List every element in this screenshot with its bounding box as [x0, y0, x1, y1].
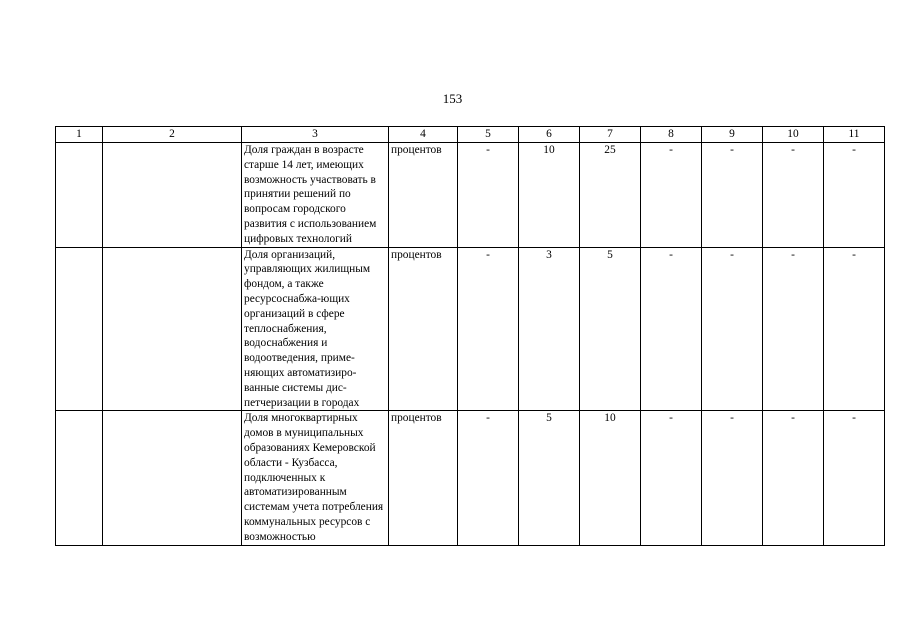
indicator-value: -	[702, 143, 763, 248]
column-header: 2	[103, 127, 242, 143]
indicator-value: -	[641, 247, 702, 411]
indicator-unit: процентов	[389, 143, 458, 248]
table-row	[56, 143, 885, 248]
indicator-description: Доля многоквартирных домов в муниципальных образованиях Кемеровской области - Кузбасса, подключенных к автоматизированным системам учета потребления коммунальных ресурсов с возможностью	[242, 411, 389, 545]
column-header: 4	[389, 127, 458, 143]
table-cell	[56, 411, 103, 545]
indicator-value: -	[458, 411, 519, 545]
table-header-row	[56, 127, 885, 143]
indicator-unit: процентов	[389, 247, 458, 411]
indicator-description: Доля граждан в возрасте старше 14 лет, имеющих возможность участвовать в принятии решений по вопросам городского развития с использованием цифровых технологий	[242, 143, 389, 248]
column-header: 9	[702, 127, 763, 143]
indicator-value: -	[824, 143, 885, 248]
column-header: 10	[763, 127, 824, 143]
table-cell	[103, 143, 242, 248]
column-header: 5	[458, 127, 519, 143]
indicator-unit: процентов	[389, 411, 458, 545]
table-cell	[103, 411, 242, 545]
column-header: 3	[242, 127, 389, 143]
indicator-value: -	[702, 411, 763, 545]
indicator-value: -	[641, 143, 702, 248]
indicator-value: -	[763, 143, 824, 248]
indicator-value: -	[824, 411, 885, 545]
column-header: 6	[519, 127, 580, 143]
table-row	[56, 411, 885, 545]
page-number: 153	[442, 91, 463, 106]
table-cell	[103, 247, 242, 411]
indicator-value: -	[641, 411, 702, 545]
indicator-value: 5	[519, 411, 580, 545]
indicator-value: 3	[519, 247, 580, 411]
indicator-description: Доля организаций, управляющих жилищным фондом, а также ресурсоснабжа-ющих организаций в сфере теплоснабжения, водоснабжения и водоотведения, приме-няющих автоматизиро-ванные системы дис-петчеризации в городах	[242, 247, 389, 411]
indicator-value: -	[702, 247, 763, 411]
indicator-value: -	[458, 247, 519, 411]
table-row	[56, 247, 885, 411]
table-cell	[56, 247, 103, 411]
indicator-value: 25	[580, 143, 641, 248]
indicator-value: -	[824, 247, 885, 411]
column-header: 1	[56, 127, 103, 143]
indicator-value: 5	[580, 247, 641, 411]
indicator-value: 10	[580, 411, 641, 545]
table-cell	[56, 143, 103, 248]
column-header: 8	[641, 127, 702, 143]
indicators-table	[55, 126, 885, 546]
indicator-value: -	[458, 143, 519, 248]
column-header: 7	[580, 127, 641, 143]
indicator-value: 10	[519, 143, 580, 248]
indicator-value: -	[763, 247, 824, 411]
column-header: 11	[824, 127, 885, 143]
indicator-value: -	[763, 411, 824, 545]
